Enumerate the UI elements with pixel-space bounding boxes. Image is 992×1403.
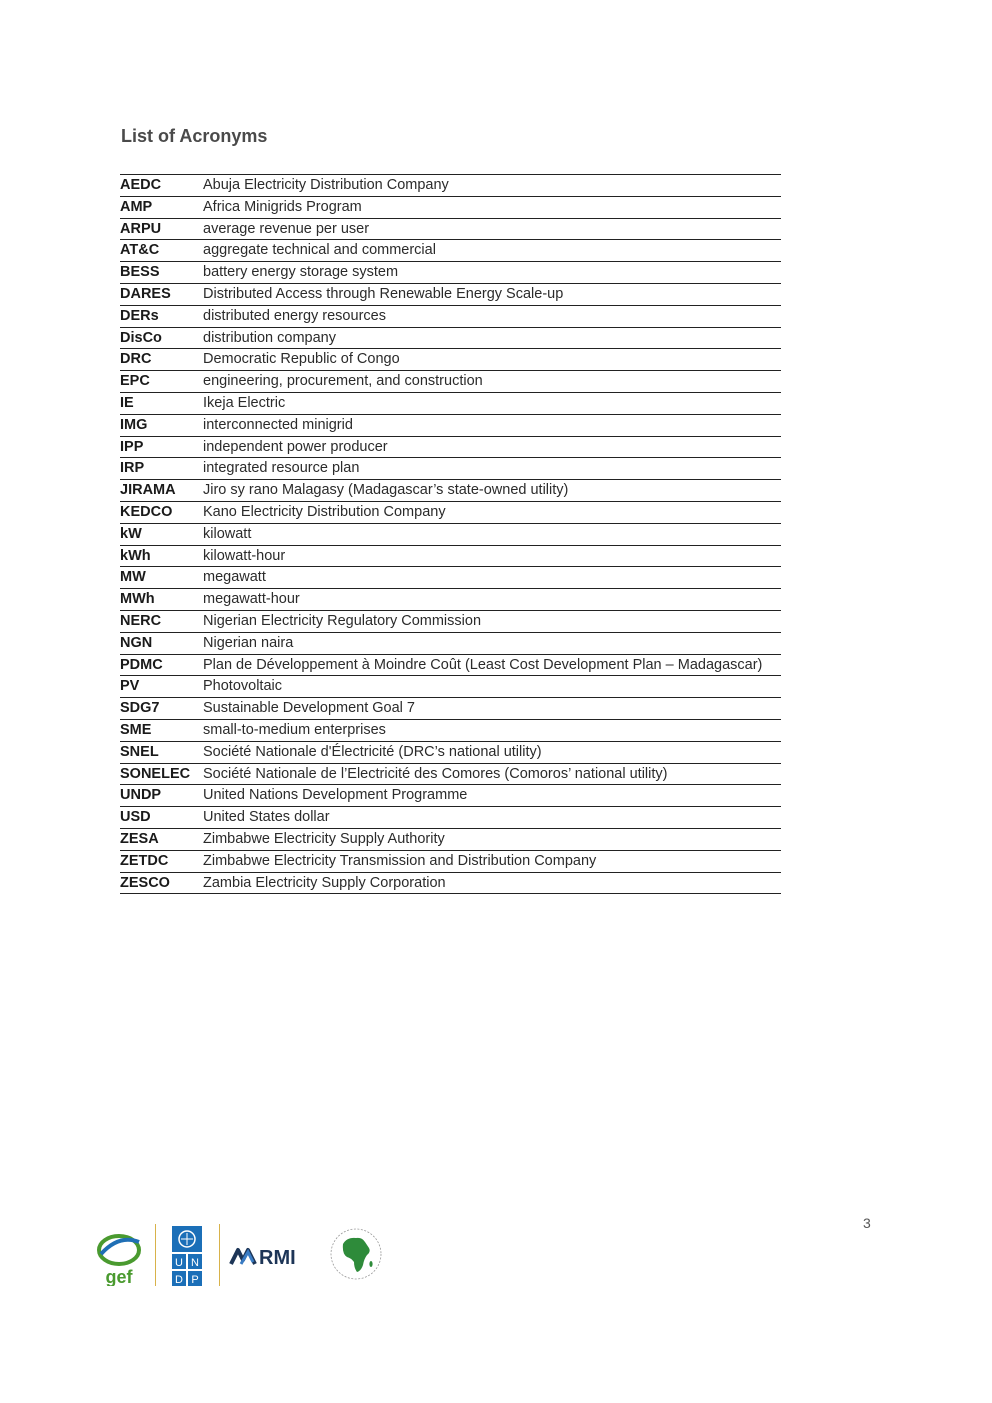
acronym-abbreviation: JIRAMA (120, 480, 203, 502)
undp-letter-n: N (191, 1257, 199, 1269)
acronym-definition: megawatt-hour (203, 589, 781, 611)
acronym-abbreviation: IRP (120, 458, 203, 480)
acronym-row (120, 850, 781, 872)
acronym-row (120, 283, 781, 305)
acronym-abbreviation: MW (120, 567, 203, 589)
acronym-abbreviation: ZETDC (120, 850, 203, 872)
acronym-definition: Kano Electricity Distribution Company (203, 501, 781, 523)
acronym-definition: Zambia Electricity Supply Corporation (203, 872, 781, 894)
acronyms-table-body (120, 175, 781, 894)
acronym-row (120, 371, 781, 393)
acronym-row (120, 872, 781, 894)
acronym-abbreviation: SNEL (120, 741, 203, 763)
acronym-definition: megawatt (203, 567, 781, 589)
acronym-definition: engineering, procurement, and construction (203, 371, 781, 393)
acronym-row (120, 632, 781, 654)
acronym-row (120, 785, 781, 807)
acronym-definition: independent power producer (203, 436, 781, 458)
acronym-definition: kilowatt-hour (203, 545, 781, 567)
acronym-definition: United Nations Development Programme (203, 785, 781, 807)
acronym-abbreviation: kWh (120, 545, 203, 567)
acronym-abbreviation: NERC (120, 610, 203, 632)
acronym-abbreviation: IPP (120, 436, 203, 458)
logo-separator (155, 1224, 156, 1286)
acronym-definition: average revenue per user (203, 218, 781, 240)
acronym-definition: Société Nationale d'Électricité (DRC’s national utility) (203, 741, 781, 763)
acronym-abbreviation: BESS (120, 262, 203, 284)
page-number: 3 (863, 1215, 871, 1231)
acronym-abbreviation: DERs (120, 305, 203, 327)
acronym-abbreviation: kW (120, 523, 203, 545)
acronym-abbreviation: NGN (120, 632, 203, 654)
acronym-definition: Zimbabwe Electricity Transmission and Distribution Company (203, 850, 781, 872)
acronym-row (120, 719, 781, 741)
acronym-abbreviation: DARES (120, 283, 203, 305)
acronym-row (120, 175, 781, 197)
acronym-abbreviation: DRC (120, 349, 203, 371)
acronym-row (120, 196, 781, 218)
acronym-definition: Abuja Electricity Distribution Company (203, 175, 781, 197)
gef-logo-text: gef (105, 1267, 133, 1286)
acronym-row (120, 741, 781, 763)
acronym-row (120, 218, 781, 240)
acronym-abbreviation: SME (120, 719, 203, 741)
acronym-row (120, 523, 781, 545)
acronym-abbreviation: USD (120, 807, 203, 829)
acronym-definition: Nigerian Electricity Regulatory Commission (203, 610, 781, 632)
acronym-abbreviation: ZESCO (120, 872, 203, 894)
partner-logos (95, 1222, 395, 1288)
acronym-row (120, 327, 781, 349)
acronym-abbreviation: IE (120, 392, 203, 414)
afdb-logo (329, 1226, 383, 1282)
acronym-row (120, 305, 781, 327)
acronym-abbreviation: AEDC (120, 175, 203, 197)
acronym-abbreviation: EPC (120, 371, 203, 393)
acronym-definition: Distributed Access through Renewable Energy Scale-up (203, 283, 781, 305)
acronym-abbreviation: KEDCO (120, 501, 203, 523)
acronym-row (120, 545, 781, 567)
acronym-definition: distributed energy resources (203, 305, 781, 327)
acronym-definition: interconnected minigrid (203, 414, 781, 436)
acronym-row (120, 240, 781, 262)
acronym-row (120, 392, 781, 414)
acronym-abbreviation: PV (120, 676, 203, 698)
acronym-abbreviation: SONELEC (120, 763, 203, 785)
acronym-definition: Nigerian naira (203, 632, 781, 654)
acronym-definition: United States dollar (203, 807, 781, 829)
acronym-row (120, 763, 781, 785)
acronym-row (120, 610, 781, 632)
undp-letter-u: U (175, 1257, 183, 1269)
undp-logo (172, 1226, 202, 1286)
acronym-row (120, 262, 781, 284)
acronym-row (120, 589, 781, 611)
acronym-row (120, 480, 781, 502)
acronym-abbreviation: SDG7 (120, 698, 203, 720)
acronym-abbreviation: DisCo (120, 327, 203, 349)
acronym-abbreviation: ZESA (120, 828, 203, 850)
acronym-definition: small-to-medium enterprises (203, 719, 781, 741)
acronym-definition: Plan de Développement à Moindre Coût (Least Cost Development Plan – Madagascar) (203, 654, 781, 676)
acronym-definition: Sustainable Development Goal 7 (203, 698, 781, 720)
acronym-abbreviation: AMP (120, 196, 203, 218)
acronyms-table (120, 174, 781, 894)
acronym-row (120, 567, 781, 589)
acronym-row (120, 436, 781, 458)
acronym-row (120, 654, 781, 676)
acronym-abbreviation: AT&C (120, 240, 203, 262)
gef-logo (95, 1228, 143, 1286)
acronym-row (120, 676, 781, 698)
acronym-definition: integrated resource plan (203, 458, 781, 480)
acronym-row (120, 349, 781, 371)
acronym-row (120, 828, 781, 850)
acronym-definition: battery energy storage system (203, 262, 781, 284)
acronym-definition: Africa Minigrids Program (203, 196, 781, 218)
acronym-definition: Democratic Republic of Congo (203, 349, 781, 371)
rmi-logo (229, 1242, 315, 1270)
acronym-row (120, 414, 781, 436)
undp-letter-d: D (175, 1274, 183, 1286)
rmi-logo-text: RMI (259, 1247, 296, 1269)
acronym-abbreviation: PDMC (120, 654, 203, 676)
logo-separator (219, 1224, 220, 1286)
acronym-row (120, 501, 781, 523)
acronym-definition: Zimbabwe Electricity Supply Authority (203, 828, 781, 850)
acronym-row (120, 698, 781, 720)
acronym-row (120, 458, 781, 480)
acronym-abbreviation: IMG (120, 414, 203, 436)
acronym-abbreviation: ARPU (120, 218, 203, 240)
page-title: List of Acronyms (121, 126, 268, 146)
acronym-definition: Ikeja Electric (203, 392, 781, 414)
acronym-definition: Jiro sy rano Malagasy (Madagascar’s state-owned utility) (203, 480, 781, 502)
acronym-definition: aggregate technical and commercial (203, 240, 781, 262)
acronym-abbreviation: MWh (120, 589, 203, 611)
acronym-row (120, 807, 781, 829)
acronym-definition: distribution company (203, 327, 781, 349)
acronym-definition: Photovoltaic (203, 676, 781, 698)
acronym-abbreviation: UNDP (120, 785, 203, 807)
acronym-definition: Société Nationale de l’Electricité des Comores (Comoros’ national utility) (203, 763, 781, 785)
undp-letter-p: P (191, 1274, 199, 1286)
acronym-definition: kilowatt (203, 523, 781, 545)
